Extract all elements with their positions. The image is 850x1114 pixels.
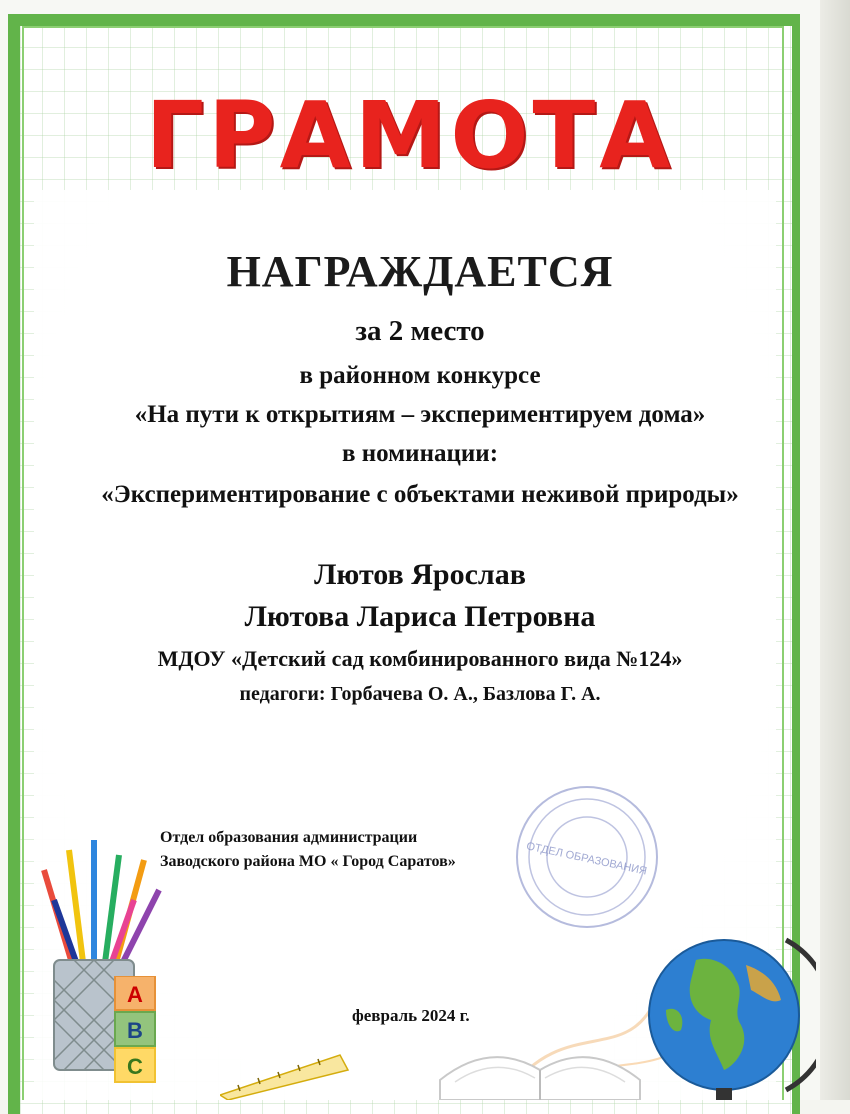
svg-text:В: В: [127, 1018, 143, 1043]
nomination-text: в номинации:: [341, 440, 499, 467]
ruler-icon: [220, 1050, 350, 1100]
department-line-1: Отдел образования администрации: [160, 829, 418, 846]
nomination-name: «Экспериментирование с объектами неживой природы»: [101, 481, 739, 508]
svg-text:А: А: [127, 982, 143, 1007]
globe-icon: [636, 920, 816, 1100]
awarded-heading: НАГРАЖДАЕТСЯ: [226, 247, 614, 296]
alphabet-blocks-icon: [110, 976, 160, 1086]
department-line-2: Заводского района МО « Город Саратов»: [160, 853, 456, 870]
contest-name: «На пути к открытиям – экспериментируем дома»: [134, 401, 706, 428]
contest-text: в районном конкурсе: [299, 362, 541, 389]
school-name: МДОУ «Детский сад комбинированного вида №124»: [157, 646, 683, 671]
recipient-child: Лютов Ярослав: [314, 558, 526, 591]
stamp-text: ОТДЕЛ ОБРАЗОВАНИЯ: [525, 840, 648, 878]
department-signature: [160, 826, 456, 874]
certificate-title: ГРАМОТА: [145, 82, 675, 189]
place-text: за 2 место: [355, 315, 485, 347]
svg-text:С: С: [127, 1054, 143, 1079]
issue-date: февраль 2024 г.: [352, 1006, 470, 1025]
recipient-parent: Лютова Лариса Петровна: [244, 600, 596, 633]
paper-edge: [820, 0, 850, 1100]
teachers-text: педагоги: Горбачева О. А., Базлова Г. А.: [239, 683, 601, 705]
open-book-icon: [430, 1020, 650, 1100]
